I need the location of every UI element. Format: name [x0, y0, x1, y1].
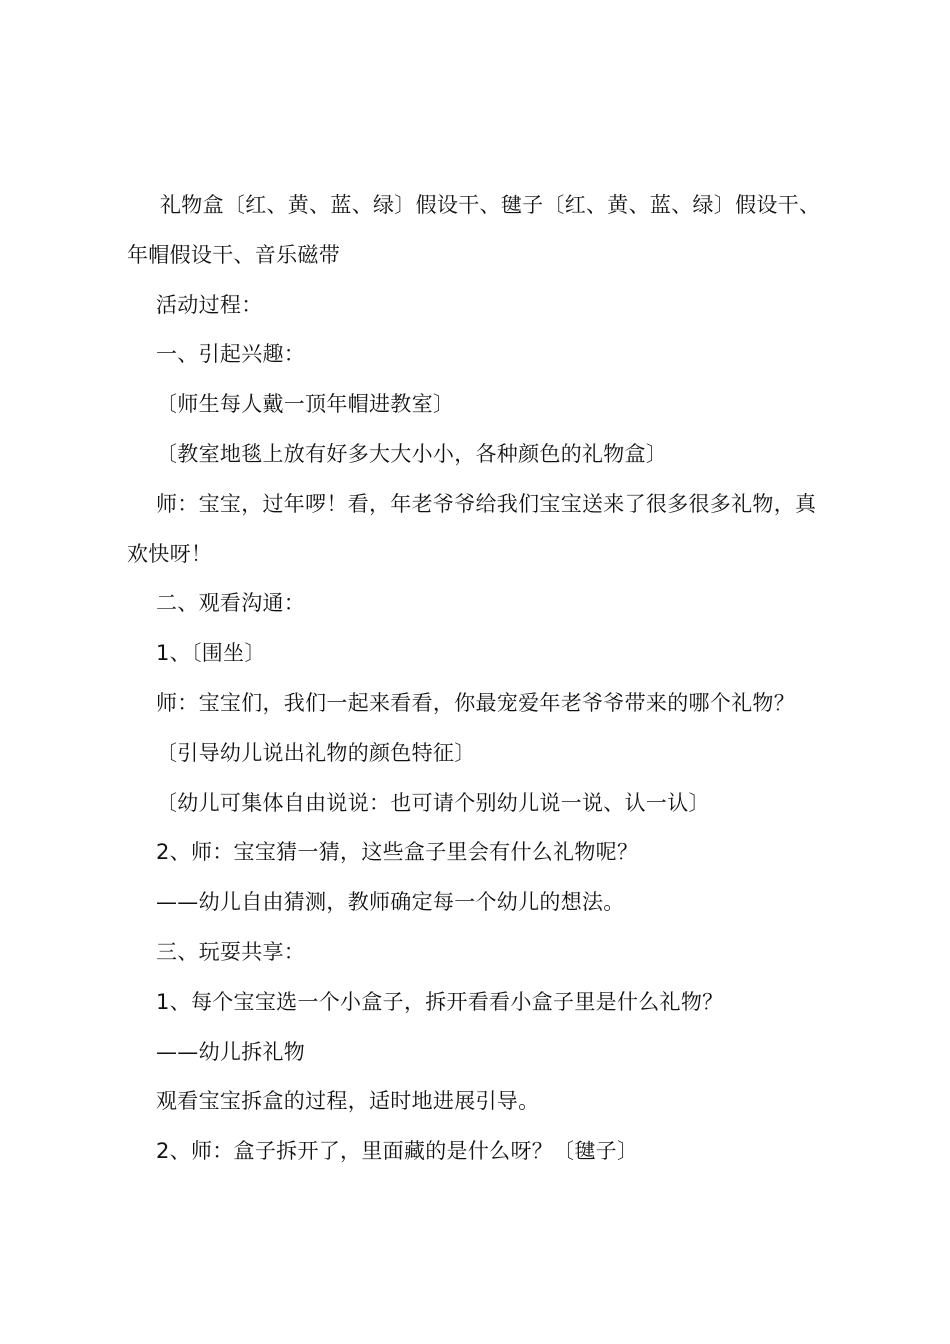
- section-heading-3: 三、玩耍共享：: [156, 939, 306, 964]
- paragraph: 2、师：盒子拆开了，里面藏的是什么呀？〔毽子〕: [156, 1139, 639, 1164]
- paragraph: 师：宝宝们，我们一起来看看，你最宠爱年老爷爷带来的哪个礼物？: [156, 690, 795, 715]
- paragraph: ——幼儿拆礼物: [156, 1039, 306, 1064]
- paragraph: 〔幼儿可集体自由说说：也可请个别幼儿说一说、认一认〕: [156, 790, 710, 815]
- paragraph: 〔师生每人戴一顶年帽进教室〕: [156, 392, 455, 417]
- document-body: [127, 181, 833, 1177]
- paragraph: 1、〔围坐〕: [156, 641, 266, 666]
- paragraph: 师：宝宝，过年啰！看，年老爷爷给我们宝宝送来了很多很多礼物，真欢快呀！: [127, 491, 817, 566]
- paragraph: 1、每个宝宝选一个小盒子，拆开看看小盒子里是什么礼物？: [156, 989, 724, 1014]
- paragraph: 〔教室地毯上放有好多大大小小，各种颜色的礼物盒〕: [156, 441, 668, 466]
- paragraph: 2、师：宝宝猜一猜，这些盒子里会有什么礼物呢？: [156, 840, 639, 865]
- paragraph: ——幼儿自由猜测，教师确定每一个幼儿的想法。: [156, 890, 625, 915]
- paragraph: 观看宝宝拆盒的过程，适时地进展引导。: [156, 1089, 540, 1114]
- paragraph-materials: 礼物盒〔红、黄、蓝、绿〕假设干、毽子〔红、黄、蓝、绿〕假设干、年帽假设干、音乐磁带: [127, 193, 821, 267]
- paragraph: 〔引导幼儿说出礼物的颜色特征〕: [156, 740, 476, 765]
- section-heading-2: 二、观看沟通：: [156, 591, 306, 616]
- paragraph-activity-process: 活动过程：: [156, 292, 263, 317]
- section-heading-1: 一、引起兴趣：: [156, 342, 306, 367]
